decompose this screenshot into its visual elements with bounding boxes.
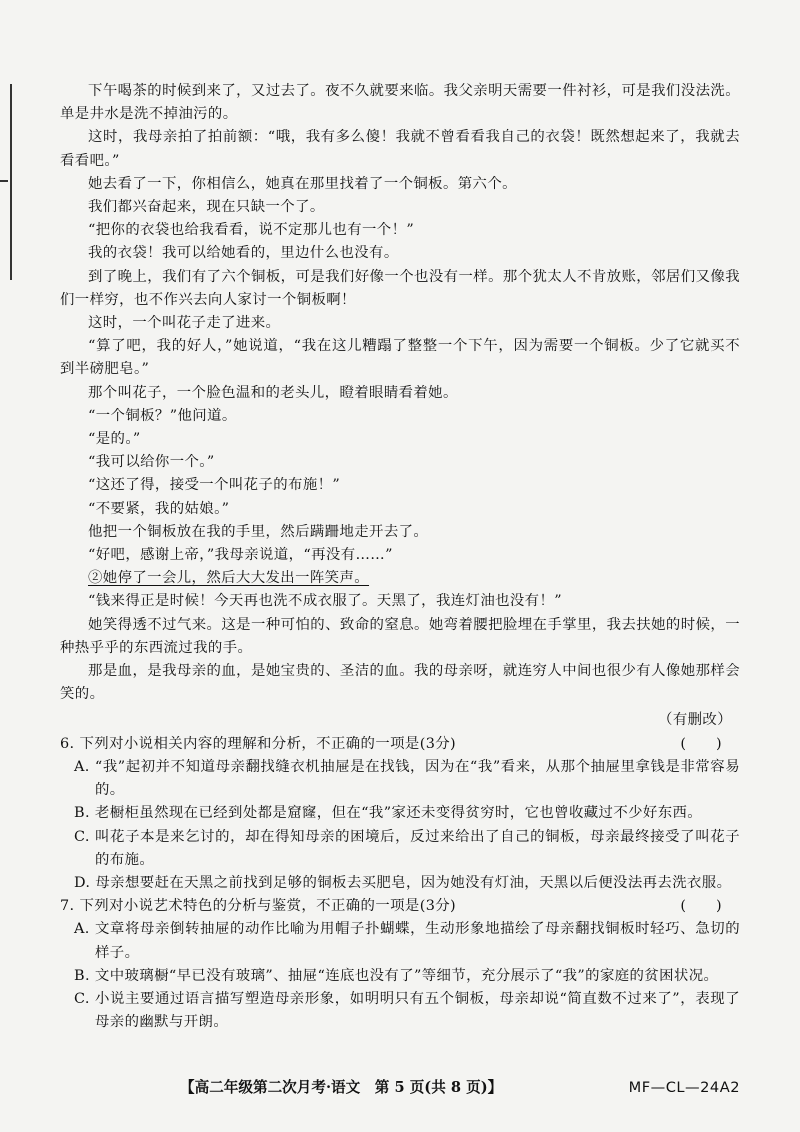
story-paragraph: “好吧，感谢上帝，”我母亲说道，“再没有……” — [88, 547, 393, 564]
option-c: C. 叫花子本是来乞讨的，却在得知母亲的困境后，反过来给出了自己的铜板，母亲最终接受了叫花子的布施。 — [74, 828, 740, 868]
story-paragraph: “算了吧，我的好人，”她说道，“我在这儿糟蹋了整整一个下午，因为需要一个铜板。少了它就买不到半磅肥皂。” — [60, 338, 740, 378]
story-paragraph: 那个叫花子，一个脸色温和的老头儿，瞪着眼睛看着她。 — [88, 384, 458, 401]
story-paragraph: “这还了得，接受一个叫花子的布施！” — [88, 477, 341, 494]
story-paragraph-underlined — [60, 567, 740, 590]
question-stem-text: 7. 下列对小说艺术特色的分析与鉴赏，不正确的一项是(3分) — [60, 898, 457, 915]
footer-title: 【高二年级第二次月考·语文 第 5 页(共 8 页)】 — [180, 1079, 503, 1096]
story-paragraph: 我们都兴奋起来，现在只缺一个了。 — [88, 199, 325, 216]
story-paragraph: “我可以给你一个。” — [88, 454, 215, 471]
page-content — [60, 80, 740, 1034]
option-a: A. 文章将母亲倒转抽屉的动作比喻为用帽子扑蝴蝶，生动形象地描绘了母亲翻找铜板时轻巧、急切的样子。 — [74, 921, 740, 961]
option-b: B. 文中玻璃橱“早已没有玻璃”、抽屉“连底也没有了”等细节，充分展示了“我”的家庭的贫困状况。 — [74, 967, 719, 984]
answer-box: ( ) — [680, 735, 722, 752]
story-paragraph: 下午喝茶的时候到来了，又过去了。夜不久就要来临。我父亲明天需要一件衬衫，可是我们没法洗。单是井水是洗不掉油污的。 — [60, 83, 740, 123]
story-paragraph: “钱来得正是时候！今天再也洗不成衣服了。天黑了，我连灯油也没有！” — [88, 593, 563, 610]
question-7 — [60, 895, 740, 1034]
option-d: D. 母亲想要赶在天黑之前找到足够的铜板去买肥皂，因为她没有灯油，天黑以后便没法再去洗衣服。 — [74, 874, 732, 891]
story-paragraph: “把你的衣袋也给我看看，说不定那儿也有一个！” — [88, 222, 415, 239]
question-stem-text: 6. 下列对小说相关内容的理解和分析，不正确的一项是(3分) — [60, 735, 457, 752]
story-paragraph: “一个铜板？”他问道。 — [88, 407, 237, 424]
option-c: C. 小说主要通过语言描写塑造母亲形象，如明明只有五个铜板，母亲却说“简直数不过来了”，表现了母亲的幽默与开朗。 — [74, 990, 740, 1031]
question-stem — [60, 733, 740, 756]
story-paragraph: 他把一个铜板放在我的手里，然后蹒跚地走开去了。 — [88, 523, 429, 540]
margin-binding-line — [10, 84, 12, 280]
answer-box: ( ) — [680, 898, 722, 915]
story-paragraph: 她去看了一下，你相信么，她真在那里找着了一个铜板。第六个。 — [88, 175, 517, 192]
story-paragraph: 我的衣袋！我可以给她看的，里边什么也没有。 — [88, 245, 399, 262]
option-b: B. 老橱柜虽然现在已经到处都是窟窿，但在“我”家还未变得贫穷时，它也曾收藏过不少好东西。 — [74, 805, 703, 822]
story-excerpt — [60, 80, 740, 706]
story-paragraph: “是的。” — [88, 431, 141, 448]
question-stem — [60, 895, 740, 918]
story-paragraph: 这时，我母亲拍了拍前额：“哦，我有多么傻！我就不曾看看我自己的衣袋！既然想起来了，我就去看看吧。” — [60, 129, 740, 169]
underlined-sentence: ②她停了一会儿，然后大大发出一阵笑声。 — [88, 570, 370, 587]
story-paragraph: 到了晚上，我们有了六个铜板，可是我们好像一个也没有一样。那个犹太人不肯放账，邻居们又像我们一样穷，也不作兴去向人家讨一个铜板啊！ — [60, 268, 740, 308]
story-paragraph: 她笑得透不过气来。这是一种可怕的、致命的窒息。她弯着腰把脸埋在手掌里，我去扶她的时候，一种热乎乎的东西流过我的手。 — [60, 616, 740, 656]
page-footer — [180, 1076, 740, 1097]
story-paragraph: 这时，一个叫花子走了进来。 — [88, 315, 281, 332]
footer-code: MF—CL—24A2 — [628, 1079, 740, 1096]
question-6 — [60, 733, 740, 895]
margin-tick-mark — [0, 180, 8, 182]
source-note: （有删改） — [658, 712, 732, 729]
option-a: A. “我”起初并不知道母亲翻找缝衣机抽屉是在找钱，因为在“我”看来，从那个抽屉里拿钱是非常容易的。 — [74, 758, 740, 799]
story-paragraph: “不要紧，我的姑娘。” — [88, 500, 230, 517]
story-paragraph: 那是血，是我母亲的血，是她宝贵的、圣洁的血。我的母亲呀，就连穷人中间也很少有人像她那样会笑的。 — [60, 663, 740, 703]
